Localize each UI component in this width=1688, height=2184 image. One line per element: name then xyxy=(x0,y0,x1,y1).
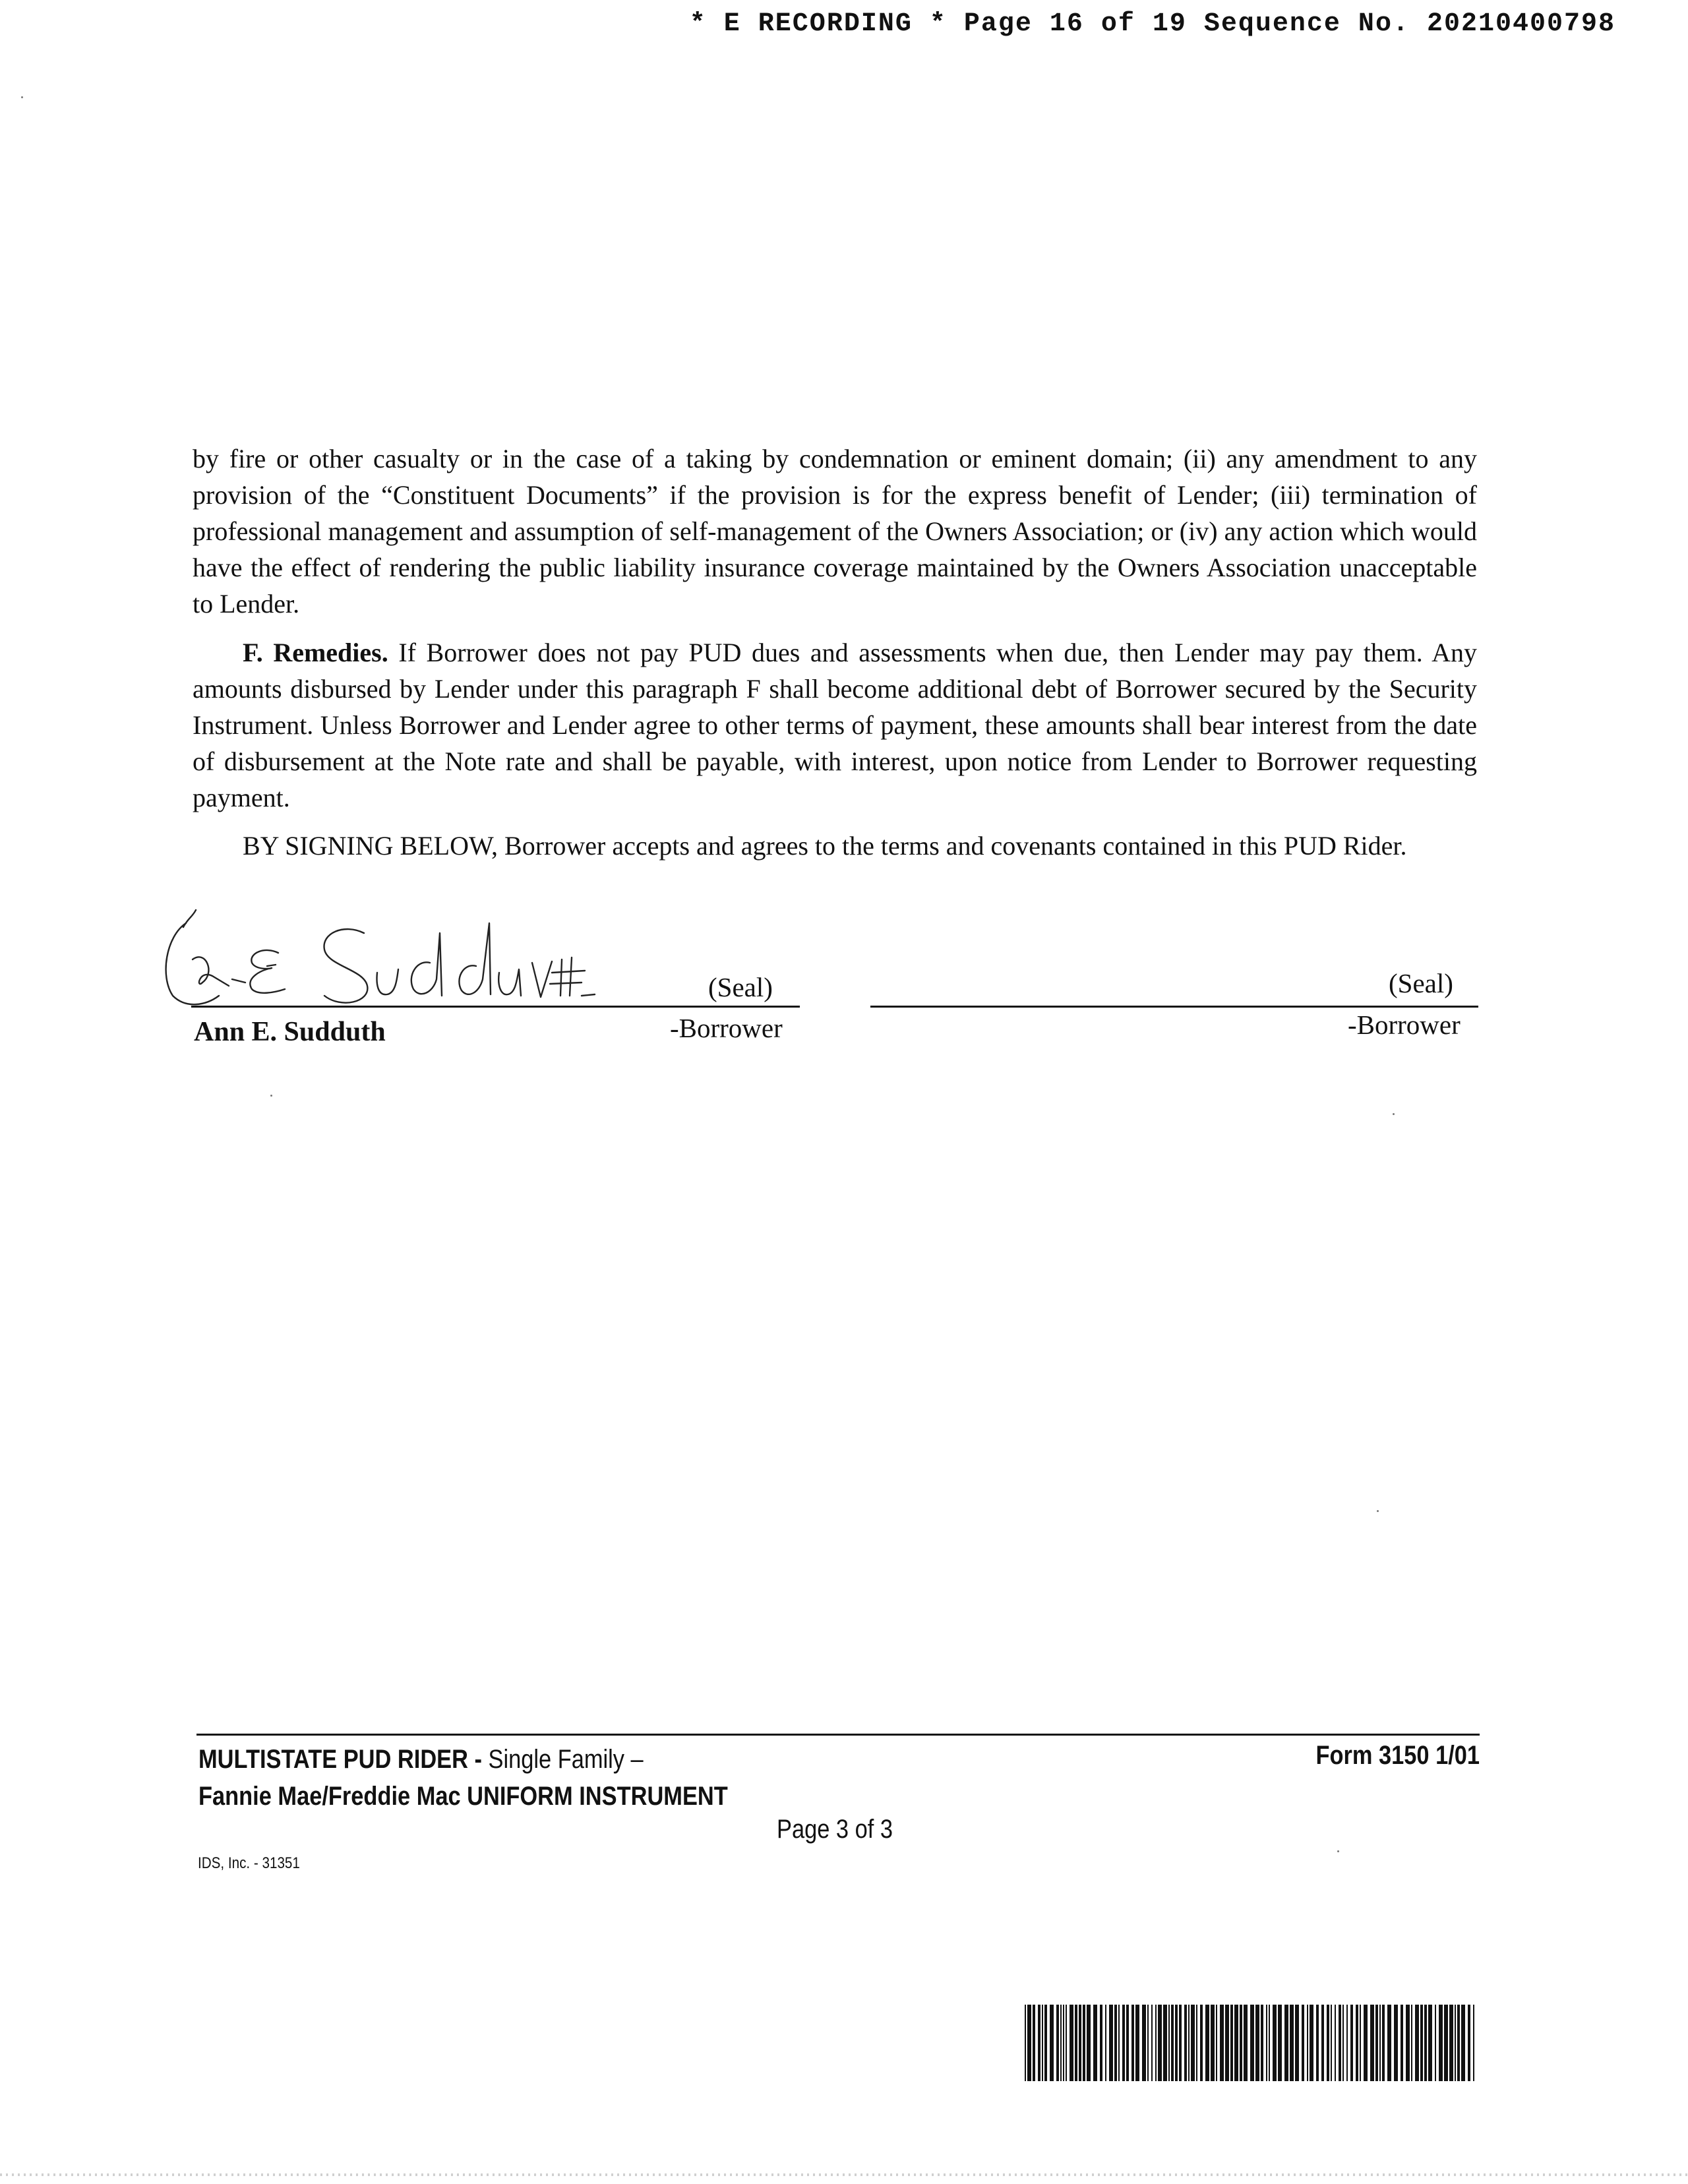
form-title-light: Single Family – xyxy=(488,1745,644,1774)
barcode-bar xyxy=(1356,2005,1358,2081)
barcode-bar xyxy=(1050,2005,1054,2081)
barcode-bar xyxy=(1122,2005,1125,2081)
barcode-bar xyxy=(1240,2005,1242,2081)
scan-edge-noise xyxy=(0,2173,1688,2176)
barcode-bar xyxy=(1142,2005,1146,2081)
barcode-bar xyxy=(1321,2005,1324,2081)
barcode-bar xyxy=(1044,2005,1047,2081)
barcode-bar xyxy=(1135,2005,1139,2081)
barcode-bar xyxy=(1387,2005,1391,2081)
barcode-bar xyxy=(1327,2005,1329,2081)
barcode-bar xyxy=(1200,2005,1203,2081)
barcode-bar xyxy=(1168,2005,1170,2081)
barcode-bar xyxy=(1083,2005,1085,2081)
barcode-bar xyxy=(1060,2005,1062,2081)
barcode-bar xyxy=(1335,2005,1336,2081)
barcode-bar xyxy=(1191,2005,1195,2081)
barcode-bar xyxy=(1468,2005,1470,2081)
barcode-bar xyxy=(1025,2005,1026,2081)
barcode-bar xyxy=(1070,2005,1073,2081)
ids-identifier: IDS, Inc. - 31351 xyxy=(198,1854,300,1872)
barcode-bar xyxy=(1350,2005,1353,2081)
seal-label-borrower-2: (Seal) xyxy=(1389,968,1453,998)
barcode-bar xyxy=(1155,2005,1157,2081)
barcode-bar xyxy=(1066,2005,1067,2081)
barcode-bar xyxy=(1278,2005,1282,2081)
paragraph-remedies xyxy=(193,634,1477,816)
scan-speck xyxy=(21,96,23,98)
barcode-bar xyxy=(1038,2005,1040,2081)
remedies-text: If Borrower does not pay PUD dues and assessments when due, then Lender may pay them. Any amounts disbursed by Lender under this paragraph F shall become additional debt of Borrower secured by the Security Instrument. Unless Borrower and Lender agree to other terms of payment, these amounts shall bear interest from the date of disbursement at the Note rate and shall be payable, with interest, upon notice from Lender to Borrower requesting payment. xyxy=(193,638,1478,812)
barcode-bar xyxy=(1342,2005,1344,2081)
barcode-bar xyxy=(1346,2005,1348,2081)
barcode-bar xyxy=(1273,2005,1277,2081)
barcode-bar xyxy=(1435,2005,1436,2081)
borrower-label-2: -Borrower xyxy=(1348,1010,1461,1040)
barcode-bar xyxy=(1266,2005,1267,2081)
barcode-bar xyxy=(1093,2005,1097,2081)
barcode-bar xyxy=(1158,2005,1162,2081)
handwritten-signature xyxy=(146,897,727,1022)
barcode-bar xyxy=(1360,2005,1361,2081)
barcode-bar xyxy=(1151,2005,1153,2081)
barcode-bar xyxy=(1255,2005,1259,2081)
barcode-bar xyxy=(1105,2005,1106,2081)
signature-line-borrower-1 xyxy=(191,1006,800,1008)
borrower-label-1: -Borrower xyxy=(670,1013,783,1043)
barcode-bar xyxy=(1269,2005,1270,2081)
barcode-bar xyxy=(1244,2005,1248,2081)
barcode-bar xyxy=(1063,2005,1064,2081)
barcode-bar xyxy=(1027,2005,1031,2081)
barcode-bar xyxy=(1100,2005,1102,2081)
barcode-bar xyxy=(1056,2005,1059,2081)
barcode-bar xyxy=(1401,2005,1403,2081)
footer-rule xyxy=(196,1734,1480,1736)
barcode-bar xyxy=(1394,2005,1398,2081)
barcode-bar xyxy=(1126,2005,1129,2081)
barcode-bar xyxy=(1171,2005,1174,2081)
barcode-bar xyxy=(1234,2005,1238,2081)
barcode-bar xyxy=(1220,2005,1224,2081)
scan-speck xyxy=(1337,1850,1339,1852)
barcode-bar xyxy=(1211,2005,1215,2081)
barcode-bar xyxy=(1163,2005,1167,2081)
barcode-bar xyxy=(1179,2005,1182,2081)
barcode-bar xyxy=(1284,2005,1288,2081)
barcode-bar xyxy=(1087,2005,1091,2081)
barcode-bar xyxy=(1364,2005,1368,2081)
barcode-bar xyxy=(1250,2005,1254,2081)
barcode-bar xyxy=(1316,2005,1319,2081)
barcode-bar xyxy=(1196,2005,1197,2081)
scan-speck xyxy=(1393,1113,1395,1115)
barcode-bar xyxy=(1411,2005,1412,2081)
barcode-bar xyxy=(1406,2005,1410,2081)
barcode-bar xyxy=(1382,2005,1385,2081)
paragraph-constituent-documents: by fire or other casualty or in the case of a taking by condemnation or eminent domain; (ii) any amendment to any provision of the “Constituent Documents” if the provision is for the express benefit of Lender; (iii) termination of professional management and assumption of self-management of the Owners Association; or (iv) any action which would have the effect of rendering the public liability insurance coverage maintained by the Owners Association unacceptable to Lender. xyxy=(193,444,1477,619)
barcode-bar xyxy=(1075,2005,1077,2081)
barcode-bar xyxy=(1109,2005,1113,2081)
barcode-bar xyxy=(1290,2005,1294,2081)
barcode-bar xyxy=(1147,2005,1149,2081)
barcode-bar xyxy=(1455,2005,1456,2081)
barcode-bar xyxy=(1444,2005,1448,2081)
barcode-bar xyxy=(1079,2005,1081,2081)
form-number: Form 3150 1/01 xyxy=(1315,1741,1480,1770)
barcode-bar xyxy=(1033,2005,1035,2081)
borrower-1-name: Ann E. Sudduth xyxy=(194,1017,386,1047)
seal-label-borrower-1: (Seal) xyxy=(708,972,773,1002)
barcode-bar xyxy=(1216,2005,1217,2081)
barcode-bar xyxy=(1310,2005,1313,2081)
barcode-bar xyxy=(1379,2005,1381,2081)
barcode-bar xyxy=(1175,2005,1178,2081)
barcode-bar xyxy=(1428,2005,1432,2081)
barcode-bar xyxy=(1424,2005,1427,2081)
form-title-line2: Fannie Mae/Freddie Mac UNIFORM INSTRUMENT xyxy=(198,1782,728,1811)
barcode-bar xyxy=(1473,2005,1474,2081)
recording-stamp: * E RECORDING * Page 16 of 19 Sequence No. 20210400798 xyxy=(689,9,1615,39)
barcode-bar xyxy=(1339,2005,1341,2081)
barcode-bar xyxy=(1295,2005,1299,2081)
scan-speck xyxy=(1377,1510,1379,1512)
barcode-bar xyxy=(1439,2005,1443,2081)
barcode-bar xyxy=(1188,2005,1190,2081)
form-title xyxy=(198,1741,728,1815)
barcode-bar xyxy=(1375,2005,1378,2081)
barcode-bar xyxy=(1184,2005,1187,2081)
signature-line-borrower-2 xyxy=(870,1006,1478,1008)
barcode-bar xyxy=(1114,2005,1117,2081)
barcode-bar xyxy=(1331,2005,1332,2081)
barcode-bar xyxy=(1461,2005,1465,2081)
barcode-bar xyxy=(1261,2005,1263,2081)
barcode-bar xyxy=(1420,2005,1423,2081)
barcode-bar xyxy=(1370,2005,1374,2081)
barcode-bar xyxy=(1205,2005,1209,2081)
barcode-bar xyxy=(1457,2005,1460,2081)
scan-speck xyxy=(270,1095,272,1097)
barcode-bar xyxy=(1042,2005,1043,2081)
barcode-bar xyxy=(1225,2005,1229,2081)
barcode-bar xyxy=(1307,2005,1308,2081)
barcode-bar xyxy=(1118,2005,1120,2081)
remedies-heading: F. Remedies. xyxy=(243,638,388,667)
barcode-bar xyxy=(1230,2005,1233,2081)
barcode-icon xyxy=(1023,2005,1478,2081)
paragraph-signing-statement: BY SIGNING BELOW, Borrower accepts and agrees to the terms and covenants contained in this PUD Rider. xyxy=(243,831,1407,861)
barcode-bar xyxy=(1131,2005,1134,2081)
barcode-bar xyxy=(1449,2005,1453,2081)
form-title-bold: MULTISTATE PUD RIDER - xyxy=(198,1745,489,1774)
barcode-bar xyxy=(1415,2005,1419,2081)
page-number: Page 3 of 3 xyxy=(777,1815,893,1844)
barcode-bar xyxy=(1302,2005,1304,2081)
